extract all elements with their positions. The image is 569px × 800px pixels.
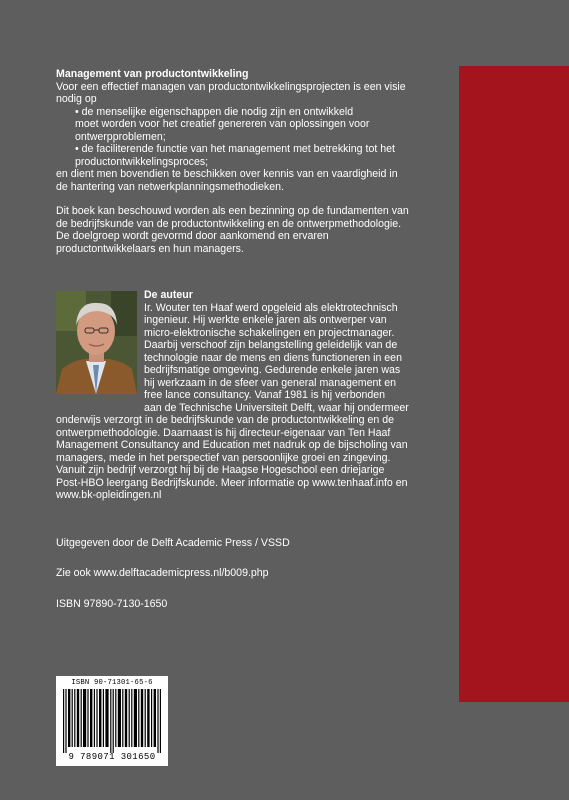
barcode-bars xyxy=(61,689,163,753)
author-bio-line: ingenieur. Hij werkte enkele jaren als ontwerper van xyxy=(144,314,387,326)
summary-line: productontwikkelaars en hun managers. xyxy=(56,242,244,255)
author-bio-line: ontwerpmethodologie. Daarnaast is hij directeur-eigenaar van Ten Haaf xyxy=(56,426,391,439)
author-portrait-image xyxy=(56,291,137,394)
author-bio-line: technologie naar de mens en diens functioneren in een xyxy=(144,351,402,364)
author-bio-line: Management Consultancy and Education met nadruk op de bijscholing van xyxy=(56,439,408,451)
intro-closing-line: de hantering van netwerkplanningsmethodieken. xyxy=(56,180,284,193)
summary-line: de bedrijfskunde van de productontwikkeling en de ontwerpmethodologie. xyxy=(56,217,402,230)
author-bio-line: aan de Technische Universiteit Delft, waar hij ondermeer xyxy=(144,401,409,414)
author-bio-line: Post-HBO leergang Bedrijfskunde. Meer informatie op www.tenhaaf.info en xyxy=(56,476,408,489)
intro-line: nodig op xyxy=(56,93,97,105)
author-heading: De auteur xyxy=(144,289,193,301)
author-section xyxy=(56,289,456,502)
author-bio-line: hij werkzaam in de sfeer van general management en xyxy=(144,376,397,389)
see-also-line: Zie ook www.delftacademicpress.nl/b009.php xyxy=(56,567,269,579)
author-bio-line: www.bk-opleidingen.nl xyxy=(56,489,162,501)
intro-closing-line: en dient men bovendien te beschikken over kennis van en vaardigheid in xyxy=(56,168,398,180)
summary-line: Dit boek kan beschouwd worden als een bezinning op de fundamenten van xyxy=(56,205,409,217)
author-bio-line: free lance consultancy. Vanaf 1981 is hij verbonden xyxy=(144,389,386,401)
barcode-isbn-text: ISBN 90-71301-65-6 xyxy=(71,679,153,687)
bullet-line: ontwerpproblemen; xyxy=(75,130,166,143)
red-accent-band xyxy=(459,66,569,702)
author-bio-line: Ir. Wouter ten Haaf werd opgeleid als elektrotechnisch xyxy=(144,301,398,314)
intro-line: Voor een effectief managen van productontwikkelingsprojecten is een visie xyxy=(56,80,406,93)
author-bio-line: managers, mede in het perspectief van persoonlijke groei en zingeving. xyxy=(56,451,391,464)
bullet-line: • de faciliterende functie van het management met betrekking tot het xyxy=(75,143,395,155)
bullet-line: productontwikkelingsproces; xyxy=(75,155,209,168)
bullet-line: moet worden voor het creatief genereren van oplossingen voor xyxy=(75,118,370,130)
book-title: Management van productontwikkeling xyxy=(56,68,249,80)
barcode-digits: 9 789071 301650 xyxy=(68,752,156,762)
barcode xyxy=(56,676,168,766)
bullet-line: • de menselijke eigenschappen die nodig zijn en ontwikkeld xyxy=(75,105,354,118)
author-bio-line: bedrijfsmatige omgeving. Gedurende enkele jaren was xyxy=(144,364,401,376)
author-bio-line: micro-elektronische schakelingen en projectmanager. xyxy=(144,326,395,339)
author-bio-line: Vanuit zijn bedrijf verzorgt hij bij de Haagse Hogeschool een driejarige xyxy=(56,464,385,476)
summary-line: De doelgroep wordt gevormd door aankomend en ervaren xyxy=(56,230,329,242)
publisher-line: Uitgegeven door de Delft Academic Press / VSSD xyxy=(56,537,290,549)
intro-section xyxy=(56,68,452,255)
author-bio-line: onderwijs verzorgt in de bedrijfskunde van de productontwikkeling en de xyxy=(56,414,395,426)
author-bio-line: Daarbij verschoof zijn belangstelling geleidelijk van de xyxy=(144,339,398,351)
isbn-line: ISBN 97890-7130-1650 xyxy=(56,598,168,610)
